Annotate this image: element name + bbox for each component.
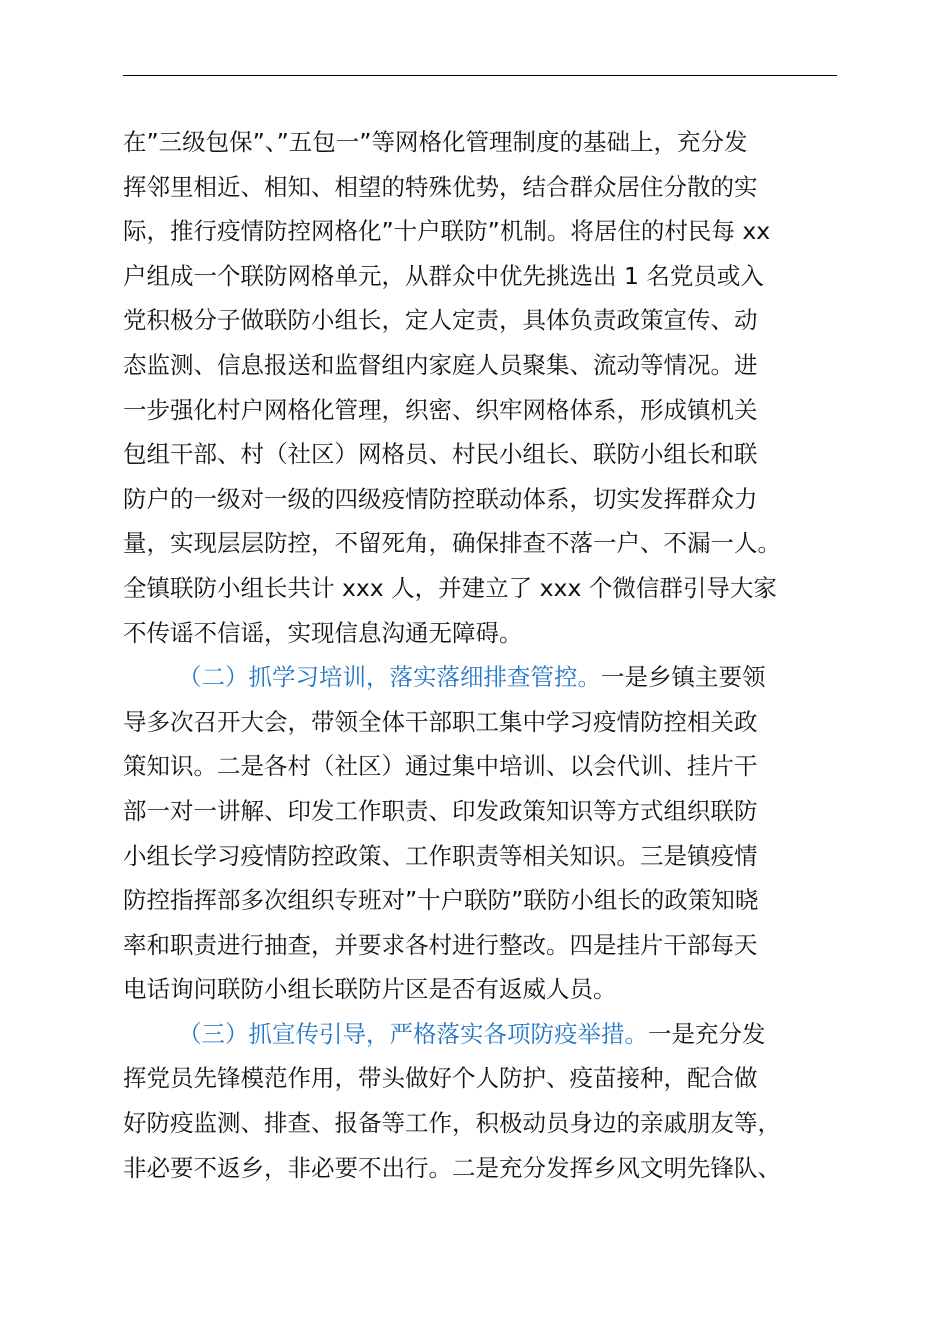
paragraph-line: 户组成一个联防网格单元，从群众中优先挑选出 1 名党员或入	[123, 261, 764, 290]
section-three-first-line	[123, 1012, 839, 1057]
paragraph-line: 非必要不返乡，非必要不出行。二是充分发挥乡风文明先锋队、	[123, 1153, 781, 1182]
section-two-first-line	[123, 655, 839, 700]
paragraph-line: 际，推行疫情防控网格化”十户联防”机制。将居住的村民每 xx	[123, 217, 771, 246]
paragraph-line: 挥党员先锋模范作用，带头做好个人防护、疫苗接种，配合做	[123, 1064, 758, 1093]
paragraph-line: 防控指挥部多次组织专班对”十户联防”联防小组长的政策知晓	[123, 886, 759, 915]
document-body	[123, 120, 839, 1190]
paragraph-line: 策知识。二是各村（社区）通过集中培训、以会代训、挂片干	[123, 752, 758, 781]
paragraph-line: 在”三级包保”、”五包一”等网格化管理制度的基础上，充分发	[123, 128, 748, 156]
section-two-lead-text: 一是乡镇主要领	[601, 663, 766, 692]
paragraph-line: 全镇联防小组长共计 xxx 人，并建立了 xxx 个微信群引导大家	[123, 573, 777, 602]
paragraph-line: 一步强化村户网格化管理，织密、织牢网格体系，形成镇机关	[123, 395, 758, 424]
paragraph-line: 导多次召开大会，带领全体干部职工集中学习疫情防控相关政	[123, 707, 758, 736]
header-rule	[123, 75, 837, 76]
paragraph-line: 包组干部、村（社区）网格员、村民小组长、联防小组长和联	[123, 440, 758, 469]
paragraph-line: 好防疫监测、排查、报备等工作，积极动员身边的亲戚朋友等，	[123, 1109, 781, 1138]
paragraph-line: 率和职责进行抽查，并要求各村进行整改。四是挂片干部每天	[123, 930, 758, 959]
section-two-heading: （二）抓学习培训，落实落细排查管控。	[178, 663, 601, 692]
paragraph-line: 态监测、信息报送和监督组内家庭人员聚集、流动等情况。进	[123, 350, 758, 379]
paragraph-line: 党积极分子做联防小组长，定人定责，具体负责政策宣传、动	[123, 306, 758, 335]
paragraph-line: 防户的一级对一级的四级疫情防控联动体系，切实发挥群众力	[123, 484, 758, 513]
paragraph-line: 小组长学习疫情防控政策、工作职责等相关知识。三是镇疫情	[123, 841, 758, 870]
paragraph-line: 挥邻里相近、相知、相望的特殊优势，结合群众居住分散的实	[123, 172, 758, 201]
paragraph-line: 部一对一讲解、印发工作职责、印发政策知识等方式组织联防	[123, 796, 758, 825]
paragraph-line: 电话询问联防小组长联防片区是否有返威人员。	[123, 975, 617, 1004]
paragraph-line: 不传谣不信谣，实现信息沟通无障碍。	[123, 618, 523, 647]
section-three-heading: （三）抓宣传引导，严格落实各项防疫举措。	[178, 1019, 648, 1048]
section-three-lead-text: 一是充分发	[648, 1019, 766, 1048]
paragraph-line: 量，实现层层防控，不留死角，确保排查不落一户、不漏一人。	[123, 529, 781, 558]
